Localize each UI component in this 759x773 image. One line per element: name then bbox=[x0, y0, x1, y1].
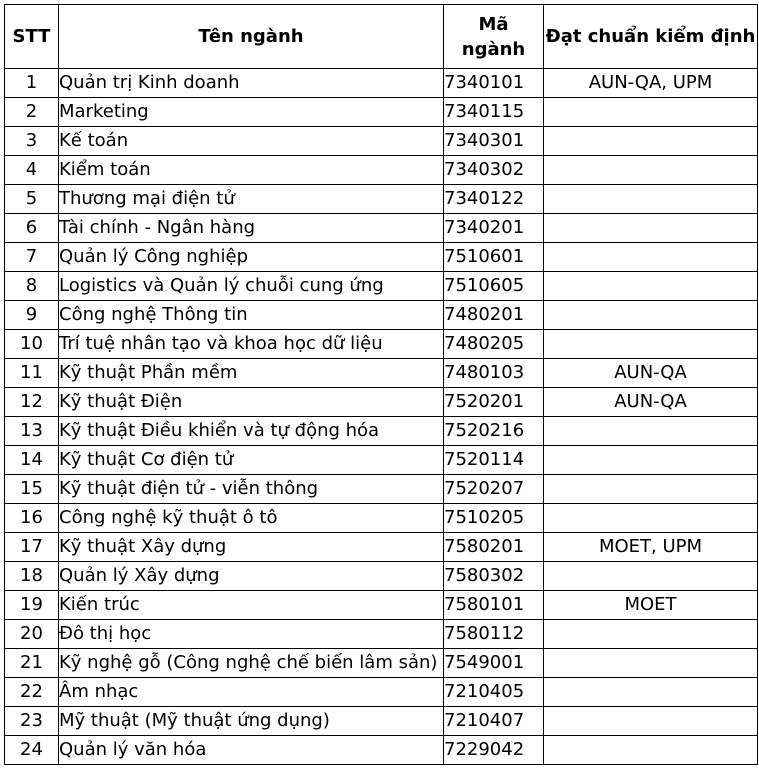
row-accreditation bbox=[544, 127, 758, 156]
row-stt: 21 bbox=[5, 649, 59, 678]
row-accreditation bbox=[544, 301, 758, 330]
row-stt: 15 bbox=[5, 475, 59, 504]
row-stt: 24 bbox=[5, 736, 59, 765]
row-major-name: Công nghệ kỹ thuật ô tô bbox=[59, 504, 444, 533]
row-major-code: 7480205 bbox=[444, 330, 544, 359]
row-accreditation bbox=[544, 417, 758, 446]
table-row bbox=[5, 417, 758, 446]
row-major-code: 7580101 bbox=[444, 591, 544, 620]
row-accreditation bbox=[544, 98, 758, 127]
row-major-name: Kỹ nghệ gỗ (Công nghệ chế biến lâm sản) bbox=[59, 649, 444, 678]
row-stt: 12 bbox=[5, 388, 59, 417]
row-stt: 22 bbox=[5, 678, 59, 707]
row-major-code: 7229042 bbox=[444, 736, 544, 765]
row-stt: 3 bbox=[5, 127, 59, 156]
table-row bbox=[5, 533, 758, 562]
row-major-code: 7580112 bbox=[444, 620, 544, 649]
row-major-code: 7340201 bbox=[444, 214, 544, 243]
row-accreditation bbox=[544, 156, 758, 185]
row-major-name: Kỹ thuật Phần mềm bbox=[59, 359, 444, 388]
row-stt: 4 bbox=[5, 156, 59, 185]
row-stt: 1 bbox=[5, 69, 59, 98]
table-row bbox=[5, 591, 758, 620]
row-major-name: Kỹ thuật điện tử - viễn thông bbox=[59, 475, 444, 504]
row-major-name: Quản lý Công nghiệp bbox=[59, 243, 444, 272]
table-row bbox=[5, 388, 758, 417]
row-major-name: Kế toán bbox=[59, 127, 444, 156]
row-major-name: Quản lý văn hóa bbox=[59, 736, 444, 765]
row-accreditation bbox=[544, 243, 758, 272]
row-accreditation bbox=[544, 649, 758, 678]
table-body bbox=[5, 69, 758, 765]
table-row bbox=[5, 98, 758, 127]
row-major-code: 7520207 bbox=[444, 475, 544, 504]
header-row bbox=[5, 5, 758, 69]
header-major-name: Tên ngành bbox=[59, 5, 444, 69]
row-major-code: 7340302 bbox=[444, 156, 544, 185]
row-accreditation bbox=[544, 620, 758, 649]
row-major-code: 7580302 bbox=[444, 562, 544, 591]
row-major-name: Đô thị học bbox=[59, 620, 444, 649]
row-stt: 8 bbox=[5, 272, 59, 301]
row-major-name: Thương mại điện tử bbox=[59, 185, 444, 214]
row-accreditation: MOET bbox=[544, 591, 758, 620]
row-major-name: Tài chính - Ngân hàng bbox=[59, 214, 444, 243]
majors-table bbox=[4, 4, 758, 765]
row-major-code: 7210405 bbox=[444, 678, 544, 707]
table-row bbox=[5, 504, 758, 533]
row-accreditation: AUN-QA bbox=[544, 388, 758, 417]
row-stt: 20 bbox=[5, 620, 59, 649]
row-accreditation: AUN-QA bbox=[544, 359, 758, 388]
row-major-name: Âm nhạc bbox=[59, 678, 444, 707]
row-accreditation bbox=[544, 185, 758, 214]
header-accreditation: Đạt chuẩn kiểm định bbox=[544, 5, 758, 69]
table-row bbox=[5, 736, 758, 765]
row-major-code: 7340101 bbox=[444, 69, 544, 98]
row-accreditation: MOET, UPM bbox=[544, 533, 758, 562]
table-row bbox=[5, 301, 758, 330]
row-accreditation bbox=[544, 678, 758, 707]
row-major-code: 7340301 bbox=[444, 127, 544, 156]
row-major-name: Kiến trúc bbox=[59, 591, 444, 620]
table-row bbox=[5, 475, 758, 504]
row-stt: 2 bbox=[5, 98, 59, 127]
table-header bbox=[5, 5, 758, 69]
row-major-code: 7340122 bbox=[444, 185, 544, 214]
row-stt: 5 bbox=[5, 185, 59, 214]
row-major-name: Công nghệ Thông tin bbox=[59, 301, 444, 330]
table-row bbox=[5, 69, 758, 98]
header-major-code: Mã ngành bbox=[444, 5, 544, 69]
row-accreditation: AUN-QA, UPM bbox=[544, 69, 758, 98]
row-stt: 9 bbox=[5, 301, 59, 330]
table-row bbox=[5, 272, 758, 301]
row-major-name: Kỹ thuật Xây dựng bbox=[59, 533, 444, 562]
row-major-name: Logistics và Quản lý chuỗi cung ứng bbox=[59, 272, 444, 301]
row-accreditation bbox=[544, 446, 758, 475]
table-row bbox=[5, 330, 758, 359]
row-stt: 14 bbox=[5, 446, 59, 475]
row-accreditation bbox=[544, 272, 758, 301]
row-major-code: 7210407 bbox=[444, 707, 544, 736]
row-accreditation bbox=[544, 504, 758, 533]
row-stt: 16 bbox=[5, 504, 59, 533]
row-accreditation bbox=[544, 707, 758, 736]
table-row bbox=[5, 446, 758, 475]
row-accreditation bbox=[544, 475, 758, 504]
table-row bbox=[5, 649, 758, 678]
table-row bbox=[5, 359, 758, 388]
row-stt: 18 bbox=[5, 562, 59, 591]
row-accreditation bbox=[544, 562, 758, 591]
row-major-name: Quản lý Xây dựng bbox=[59, 562, 444, 591]
row-major-name: Kỹ thuật Điện bbox=[59, 388, 444, 417]
row-major-name: Quản trị Kinh doanh bbox=[59, 69, 444, 98]
row-major-code: 7580201 bbox=[444, 533, 544, 562]
row-major-code: 7520114 bbox=[444, 446, 544, 475]
row-stt: 6 bbox=[5, 214, 59, 243]
row-major-code: 7480201 bbox=[444, 301, 544, 330]
row-stt: 19 bbox=[5, 591, 59, 620]
row-major-name: Kiểm toán bbox=[59, 156, 444, 185]
row-major-name: Mỹ thuật (Mỹ thuật ứng dụng) bbox=[59, 707, 444, 736]
row-stt: 23 bbox=[5, 707, 59, 736]
row-major-code: 7510605 bbox=[444, 272, 544, 301]
row-major-name: Trí tuệ nhân tạo và khoa học dữ liệu bbox=[59, 330, 444, 359]
row-accreditation bbox=[544, 214, 758, 243]
row-accreditation bbox=[544, 736, 758, 765]
table-row bbox=[5, 185, 758, 214]
row-major-code: 7340115 bbox=[444, 98, 544, 127]
row-major-code: 7510205 bbox=[444, 504, 544, 533]
row-stt: 17 bbox=[5, 533, 59, 562]
row-major-code: 7480103 bbox=[444, 359, 544, 388]
table-row bbox=[5, 156, 758, 185]
row-major-code: 7520216 bbox=[444, 417, 544, 446]
table-row bbox=[5, 214, 758, 243]
row-stt: 7 bbox=[5, 243, 59, 272]
table-row bbox=[5, 562, 758, 591]
row-major-code: 7549001 bbox=[444, 649, 544, 678]
row-major-name: Marketing bbox=[59, 98, 444, 127]
header-stt: STT bbox=[5, 5, 59, 69]
table-row bbox=[5, 620, 758, 649]
row-accreditation bbox=[544, 330, 758, 359]
row-stt: 13 bbox=[5, 417, 59, 446]
row-major-code: 7520201 bbox=[444, 388, 544, 417]
table-row bbox=[5, 678, 758, 707]
table-row bbox=[5, 243, 758, 272]
row-major-name: Kỹ thuật Điều khiển và tự động hóa bbox=[59, 417, 444, 446]
table-row bbox=[5, 707, 758, 736]
row-stt: 11 bbox=[5, 359, 59, 388]
row-major-code: 7510601 bbox=[444, 243, 544, 272]
row-stt: 10 bbox=[5, 330, 59, 359]
row-major-name: Kỹ thuật Cơ điện tử bbox=[59, 446, 444, 475]
table-row bbox=[5, 127, 758, 156]
